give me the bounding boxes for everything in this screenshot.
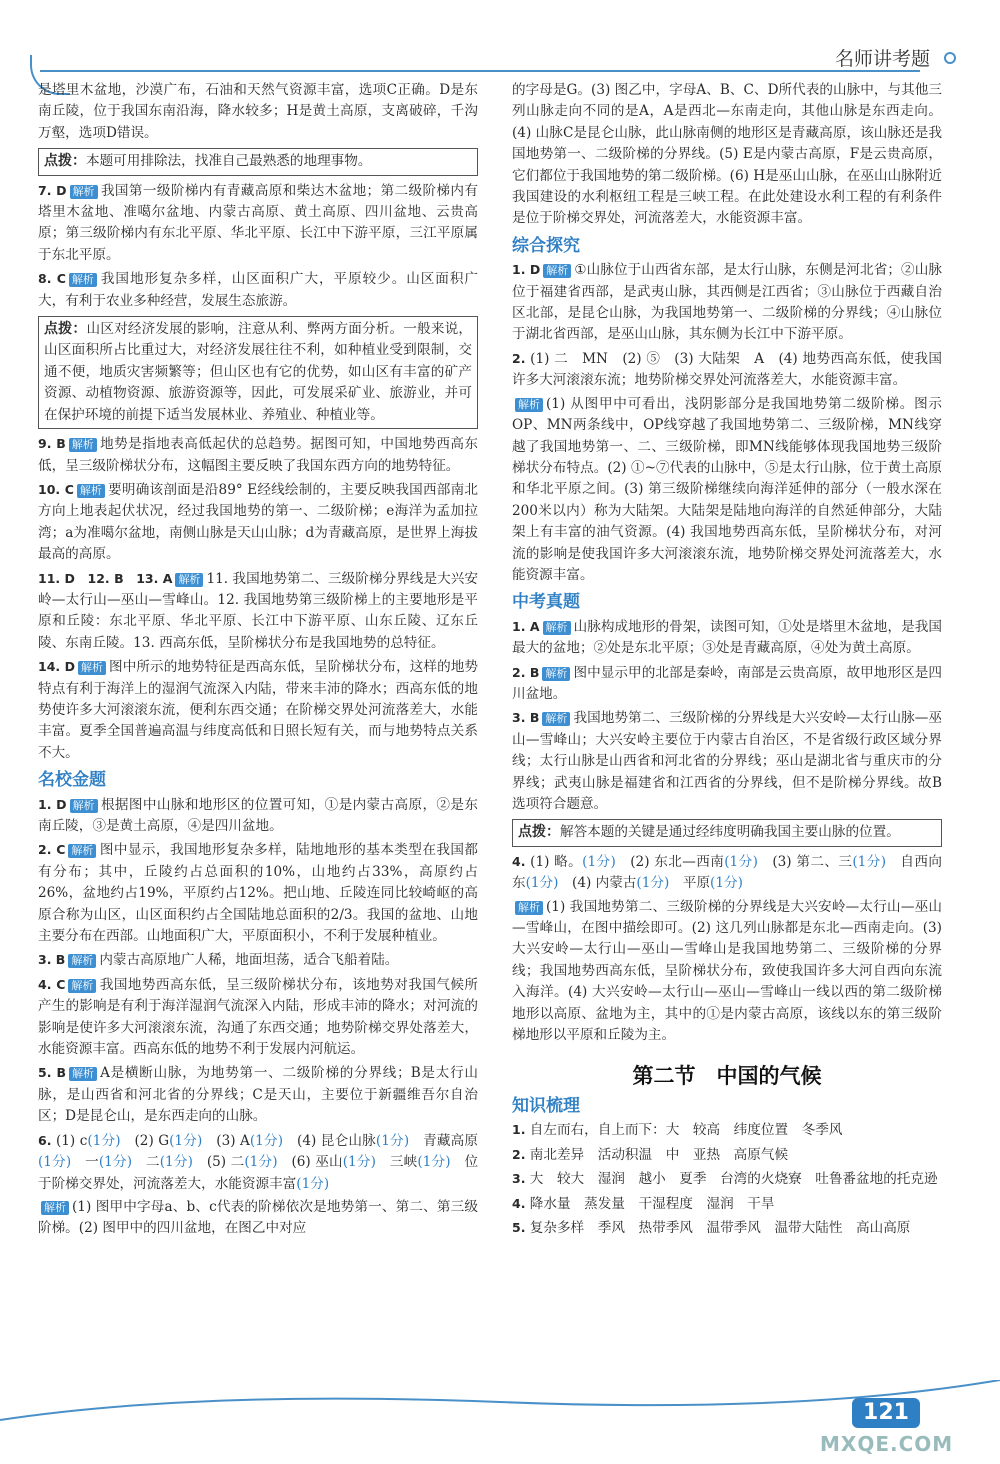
answer-item bbox=[38, 1062, 478, 1127]
analysis-text: 我国地形复杂多样，山区面积广大，平原较少。山区面积广大，有利于农业多种经营，发展生态旅游。 bbox=[38, 271, 478, 309]
analysis-tag: 解析 bbox=[542, 667, 570, 681]
left-column bbox=[38, 78, 478, 1240]
answer-number: 1. D bbox=[38, 796, 67, 812]
analysis-tag: 解析 bbox=[70, 185, 98, 199]
watermark: MXQE.COM bbox=[820, 1432, 954, 1456]
analysis-tag: 解析 bbox=[515, 398, 543, 412]
tip-label: 点拨： bbox=[44, 321, 87, 338]
analysis-text: 图中所示的地势特征是西高东低，呈阶梯状分布，这样的地势特点有利于海洋上的湿润气流深入内陆，带来丰沛的降水；西高东低的地势使许多大河滚滚东流，便利东西交通；在阶梯交界处河流落差大，水能丰富。夏季全国普遍高温与纬度高低和日照长短有关，而与地势特点关系不大。 bbox=[38, 659, 479, 761]
analysis-text: 山脉构成地形的骨架，读图可知，①处是塔里木盆地，是我国最大的盆地；②处是东北平原；③处是青藏高原，④处为黄土高原。 bbox=[512, 618, 942, 657]
answer-number: 1. D bbox=[512, 262, 541, 278]
answer-item bbox=[512, 707, 942, 815]
analysis-tag: 解析 bbox=[543, 621, 571, 635]
answer-item bbox=[38, 433, 478, 477]
analysis-tag: 解析 bbox=[41, 1201, 69, 1215]
paragraph: 1. 自左而右，自上而下：大 较高 纬度位置 冬季风 bbox=[512, 1122, 843, 1139]
answer-item bbox=[38, 180, 478, 267]
answer-item bbox=[512, 616, 942, 660]
answer-number: 10. C bbox=[38, 481, 74, 497]
answer-item bbox=[38, 568, 478, 655]
analysis-text: 我国地势第二、三级阶梯的分界线是大兴安岭—太行山脉—巫山—雪峰山；大兴安岭主要位于内蒙古自治区，不是省级行政区域分界线；太行山脉是山西省和河北省的分界线；巫山是湖北省与重庆市的分界线；武夷山脉是福建省和江西省的分界线，但不是阶梯分界线。故B选项符合题意。 bbox=[512, 710, 943, 812]
answer-number: 14. D bbox=[38, 659, 75, 675]
analysis-text: 我国地势西高东低，呈三级阶梯状分布，该地势对我国气候所产生的影响是有利于海洋湿润气流深入内陆，形成丰沛的降水；对河流的影响是使许多大河滚滚东流，沟通了东西交通；地势阶梯交界处落差大，水能资源丰富。西高东低的地势不利于发展内河航运。 bbox=[38, 976, 478, 1058]
tip-text: 山区对经济发展的影响，注意从利、弊两方面分析。一般来说，山区面积所占比重过大，对经济发展往往不利，如种植业受到限制，交通不便，地质灾害频繁等；但山区也有它的优势，如山区有丰富的矿产资源、动植物资源、旅游资源等，因此，可发展采矿业、旅游业，并可在保护环境的前提下适当发展林业、养殖业、种植业等。 bbox=[44, 321, 473, 423]
analysis-tag: 解析 bbox=[69, 273, 97, 287]
tip-box bbox=[38, 148, 478, 175]
answer-number: 9. B bbox=[38, 436, 66, 452]
analysis-tag: 解析 bbox=[542, 712, 570, 726]
analysis-tag: 解析 bbox=[543, 264, 571, 278]
analysis-text: 内蒙古高原地广人稀，地面坦荡，适合飞船着陆。 bbox=[99, 952, 399, 969]
answer-item bbox=[38, 656, 478, 764]
answer-item bbox=[38, 794, 478, 838]
paragraph: 5. 复杂多样 季风 热带季风 温带季风 温带大陆性 高山高原 bbox=[512, 1219, 911, 1236]
running-head: 名师讲考题 bbox=[834, 48, 930, 70]
analysis-text: ①山脉位于山西省东部，是太行山脉，东侧是河北省；②山脉位于福建省西部，是武夷山脉，其西侧是江西省；③山脉位于西藏自治区北部，是昆仑山脉，为我国地势第一、二级阶梯的分界线；④山脉位于湖北省西部，是巫山山脉，其东侧为长江中下游平原。 bbox=[512, 262, 942, 343]
paragraph: 2. 南北差异 活动积温 中 亚热 高原气候 bbox=[512, 1146, 789, 1163]
paragraph: 4. 降水量 蒸发量 干湿程度 湿润 干旱 bbox=[512, 1195, 775, 1212]
answer-item bbox=[38, 839, 478, 947]
analysis-text: 地势是指地表高低起伏的总趋势。据图可知，中国地势西高东低，呈三级阶梯状分布，这幅图主要反映了我国东西方向的地势特征。 bbox=[38, 436, 479, 474]
tip-text: 本题可用排除法，找准自己最熟悉的地理事物。 bbox=[86, 153, 372, 170]
answer-item bbox=[512, 394, 942, 587]
paragraph: 4. (1) 略。(1分) (2) 东北—西南(1分) (3) 第二、三(1分) 自西向东(1分) (4) 内蒙古(1分) 平原(1分) bbox=[512, 853, 943, 892]
answer-number: 4. C bbox=[38, 976, 66, 992]
answer-item bbox=[512, 259, 942, 346]
section-heading: 中考真题 bbox=[512, 592, 580, 613]
tip-label: 点拨： bbox=[518, 824, 560, 841]
analysis-text: (1) 图甲中字母a、b、c代表的阶梯依次是地势第一、第二、第三级阶梯。(2) 图甲中的四川盆地，在图乙中对应 bbox=[38, 1198, 478, 1237]
analysis-tag: 解析 bbox=[68, 979, 96, 993]
header-dot-icon bbox=[944, 52, 956, 64]
analysis-text: 根据图中山脉和地形区的位置可知，①是内蒙古高原，②是东南丘陵，③是黄土高原，④是四川盆地。 bbox=[38, 796, 478, 834]
tip-box bbox=[512, 819, 942, 846]
paragraph: 6. (1) c(1分) (2) G(1分) (3) A(1分) (4) 昆仑山脉(1分) 青藏高原(1分) 一(1分) 二(1分) (5) 二(1分) (6) 巫山(1分) 三峡(1分) 位于阶梯交界处，河流落差大，水能资源丰富(1分) bbox=[38, 1132, 479, 1192]
analysis-tag: 解析 bbox=[515, 901, 543, 915]
chapter-title: 第二节 中国的气候 bbox=[632, 1064, 822, 1089]
analysis-tag: 解析 bbox=[70, 799, 98, 813]
right-column bbox=[512, 78, 942, 1239]
analysis-tag: 解析 bbox=[175, 573, 203, 587]
analysis-tag: 解析 bbox=[68, 844, 96, 858]
answer-number: 7. D bbox=[38, 182, 67, 198]
analysis-text: (1) 我国地势第二、三级阶梯的分界线是大兴安岭—太行山—巫山—雪峰山，在图中描绘即可。(2) 这几列山脉都是东北—西南走向。(3) 大兴安岭—太行山—巫山—雪峰山是我国地势第二、三级阶梯的分界线；我国地势西高东低，呈阶梯状分布，致使我国许多大河自西向东流入海洋。(4) 大兴安岭—太行山—巫山—雪峰山一线以西的第二级阶梯地形以高原、盆地为主，其中的①是内蒙古高原，该线以东的第三级阶梯地形以平原和丘陵为主。 bbox=[512, 898, 942, 1044]
paragraph: 是塔里木盆地，沙漠广布，石油和天然气资源丰富，选项C正确。D是东南丘陵，位于我国东南沿海，降水较多；H是黄土高原，支离破碎，千沟万壑，选项D错误。 bbox=[38, 82, 478, 141]
analysis-text: 图中显示甲的北部是秦岭，南部是云贵高原，故甲地形区是四川盆地。 bbox=[512, 664, 943, 702]
answer-item bbox=[38, 1197, 478, 1240]
analysis-tag: 解析 bbox=[78, 661, 106, 675]
analysis-text: 要明确该剖面是沿89° E经线绘制的，主要反映我国西部南北方向上地表起伏状况，经过我国地势的第一、二级阶梯；e海洋为孟加拉湾；a为准噶尔盆地，南侧山脉是天山山脉；d为青藏高原，是世界上海拔最高的高原。 bbox=[38, 481, 478, 563]
analysis-tag: 解析 bbox=[68, 954, 96, 968]
answer-item bbox=[38, 479, 478, 566]
paragraph: 3. 大 较大 湿润 越小 夏季 台湾的火烧寮 吐鲁番盆地的托克逊 bbox=[512, 1171, 938, 1188]
section-heading: 综合探究 bbox=[512, 235, 580, 256]
analysis-text: 11. 我国地势第二、三级阶梯分界线是大兴安岭—太行山—巫山—雪峰山。12. 我国地势第三级阶梯上的主要地形是平原和丘陵：东北平原、华北平原、长江中下游平原、山东丘陵、辽东丘陵、东南丘陵。13. 西高东低，呈阶梯状分布是我国地势的总特征。 bbox=[38, 570, 478, 651]
section-heading: 名校金题 bbox=[38, 770, 106, 791]
answer-number: 1. A bbox=[512, 618, 540, 634]
answer-item bbox=[38, 949, 478, 971]
section-heading: 知识梳理 bbox=[512, 1095, 580, 1116]
header-rule bbox=[40, 70, 920, 72]
answer-number: 3. B bbox=[38, 952, 66, 968]
paragraph: 的字母是G。(3) 图乙中，字母A、B、C、D所代表的山脉中，与其他三列山脉走向不同的是A，A是西北—东南走向，其他山脉是东西走向。(4) 山脉C是昆仑山脉，此山脉南侧的地形区是青藏高原，该山脉还是我国地势第一、二级阶梯的分界线。(5) E是内蒙古高原，F是云贵高原，它们都位于我国地势的第二级阶梯。(6) H是巫山山脉，在巫山山脉附近我国建设的水利枢纽工程是三峡工程。在此处建设水利工程的有利条件是位于阶梯交界处，河流落差大，水能资源丰富。 bbox=[512, 82, 942, 227]
tip-label: 点拨： bbox=[44, 153, 86, 170]
analysis-text: 我国第一级阶梯内有青藏高原和柴达木盆地；第二级阶梯内有塔里木盆地、准噶尔盆地、内蒙古高原、黄土高原、四川盆地、云贵高原；第三级阶梯内有东北平原、华北平原、长江中下游平原，三江平原属于东北平原。 bbox=[38, 182, 478, 263]
answer-number: 11. D 12. B 13. A bbox=[38, 570, 173, 586]
answer-number: 3. B bbox=[512, 710, 540, 726]
answer-item bbox=[38, 268, 478, 312]
analysis-tag: 解析 bbox=[69, 438, 97, 452]
tip-box bbox=[38, 316, 478, 429]
answer-number: 2. C bbox=[38, 842, 66, 858]
analysis-text: 图中显示，我国地形复杂多样，陆地地形的基本类型在我国都有分布；其中，丘陵约占总面积的10%，山地约占33%，高原约占26%，盆地约占19%，平原约占12%。把山地、丘陵连同比较崎岖的高原合称为山区，山区面积约占全国陆地总面积的2/3。我国的盆地、山地主要分布在西部。山地面积广大，平原面积小，不利于发展种植业。 bbox=[38, 842, 478, 945]
analysis-text: (1) 从图甲中可看出，浅阴影部分是我国地势第二级阶梯。图示OP、MN两条线中，OP线穿越了我国地势第二、三级阶梯，MN线穿越了我国地势第一、二、三级阶梯，即MN线能够体现我国地势三级阶梯状分布特点。(2) ①~⑦代表的山脉中，⑤是太行山脉，位于黄土高原和华北平原之间。(3) 第三级阶梯继续向海洋延伸的部分（一般水深在200米以内）称为大陆架。大陆架是陆地向海洋的自然延伸部分，大陆架上有丰富的油气资源。(4) 我国地势西高东低，呈阶梯状分布，对河流的影响是使我国许多大河滚滚东流，地势阶梯交界处河流落差大，水能资源丰富。 bbox=[512, 395, 942, 583]
answer-item bbox=[512, 897, 942, 1047]
page-number: 121 bbox=[852, 1398, 920, 1428]
tip-text: 解答本题的关键是通过经纬度明确我国主要山脉的位置。 bbox=[560, 824, 900, 841]
analysis-text: A是横断山脉，为地势第一、二级阶梯的分界线；B是太行山脉，是山西省和河北省的分界线；C是天山，主要位于新疆维吾尔自治区；D是昆仑山，是东西走向的山脉。 bbox=[38, 1065, 478, 1125]
answer-number: 5. B bbox=[38, 1065, 67, 1081]
paragraph: 2. (1) 二 MN (2) ⑤ (3) 大陆架 A (4) 地势西高东低，使我国许多大河滚滚东流；地势阶梯交界处河流落差大，水能资源丰富。 bbox=[512, 350, 942, 389]
analysis-tag: 解析 bbox=[77, 484, 105, 498]
answer-item bbox=[512, 662, 942, 706]
answer-number: 2. B bbox=[512, 664, 540, 680]
answer-item bbox=[38, 974, 478, 1061]
answer-number: 8. C bbox=[38, 271, 66, 287]
analysis-tag: 解析 bbox=[69, 1067, 97, 1081]
